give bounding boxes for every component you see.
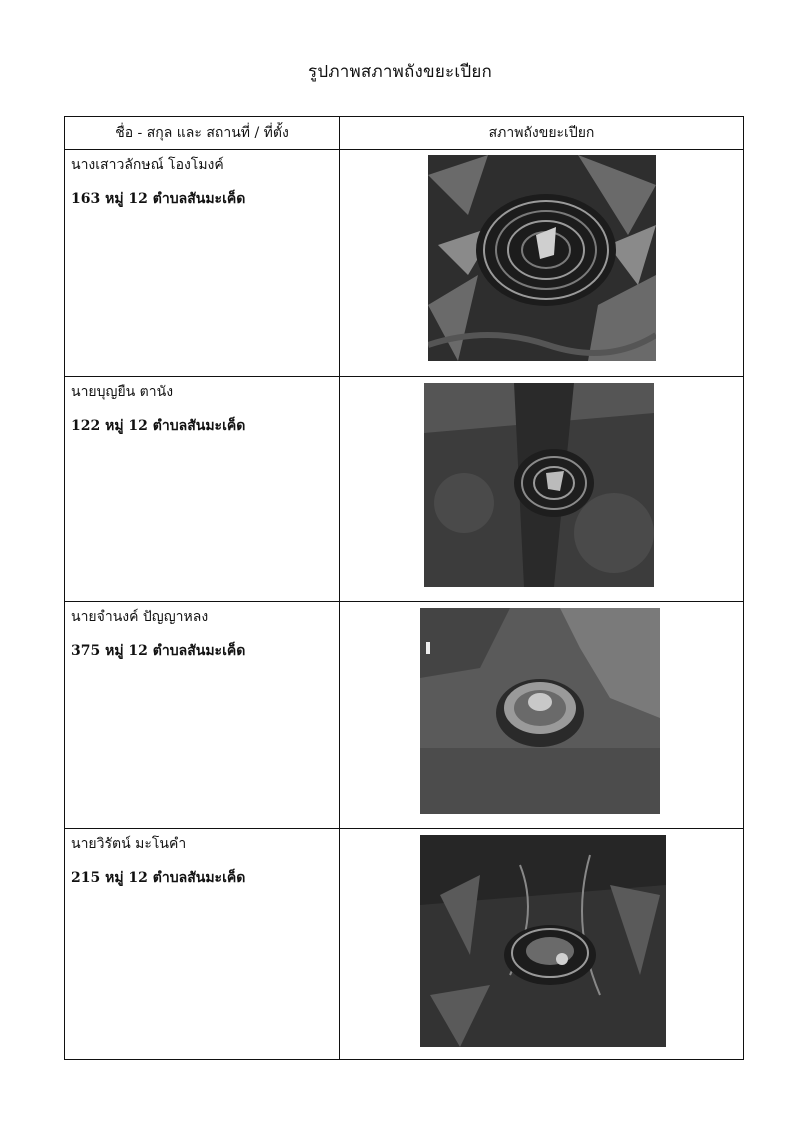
owner-name: นางเสาวลักษณ์ โองโมงค์ — [71, 157, 224, 173]
header-name-location: ชื่อ - สกุล และ สถานที่ / ที่ตั้ง — [65, 117, 340, 150]
owner-info-cell — [65, 150, 340, 377]
photo-cell — [340, 829, 744, 1060]
table-row — [65, 150, 744, 377]
photo-cell — [340, 150, 744, 377]
owner-address: 122 หมู่ 12 ตำบลสันมะเค็ด — [71, 418, 246, 434]
page-title: รูปภาพสภาพถังขยะเปียก — [308, 62, 492, 82]
owner-name: นายวิรัตน์ มะโนคำ — [71, 836, 187, 852]
photo-cell — [340, 602, 744, 829]
owner-address: 163 หมู่ 12 ตำบลสันมะเค็ด — [71, 191, 246, 207]
table-row — [65, 602, 744, 829]
owner-name: นายจำนงค์ ปัญญาหลง — [71, 609, 209, 625]
table-header-row — [65, 117, 744, 150]
header-bin-condition: สภาพถังขยะเปียก — [340, 117, 744, 150]
owner-address: 215 หมู่ 12 ตำบลสันมะเค็ด — [71, 870, 246, 886]
bin-photo — [428, 155, 656, 361]
table-row — [65, 377, 744, 602]
bin-condition-table — [64, 116, 744, 1060]
owner-info-cell — [65, 377, 340, 602]
bin-photo — [420, 835, 666, 1047]
owner-address: 375 หมู่ 12 ตำบลสันมะเค็ด — [71, 643, 246, 659]
owner-name: นายบุญยืน ตานัง — [71, 384, 174, 400]
owner-info-cell — [65, 829, 340, 1060]
photo-cell — [340, 377, 744, 602]
owner-info-cell — [65, 602, 340, 829]
bin-photo — [420, 608, 660, 814]
table-row — [65, 829, 744, 1060]
bin-photo — [424, 383, 654, 587]
